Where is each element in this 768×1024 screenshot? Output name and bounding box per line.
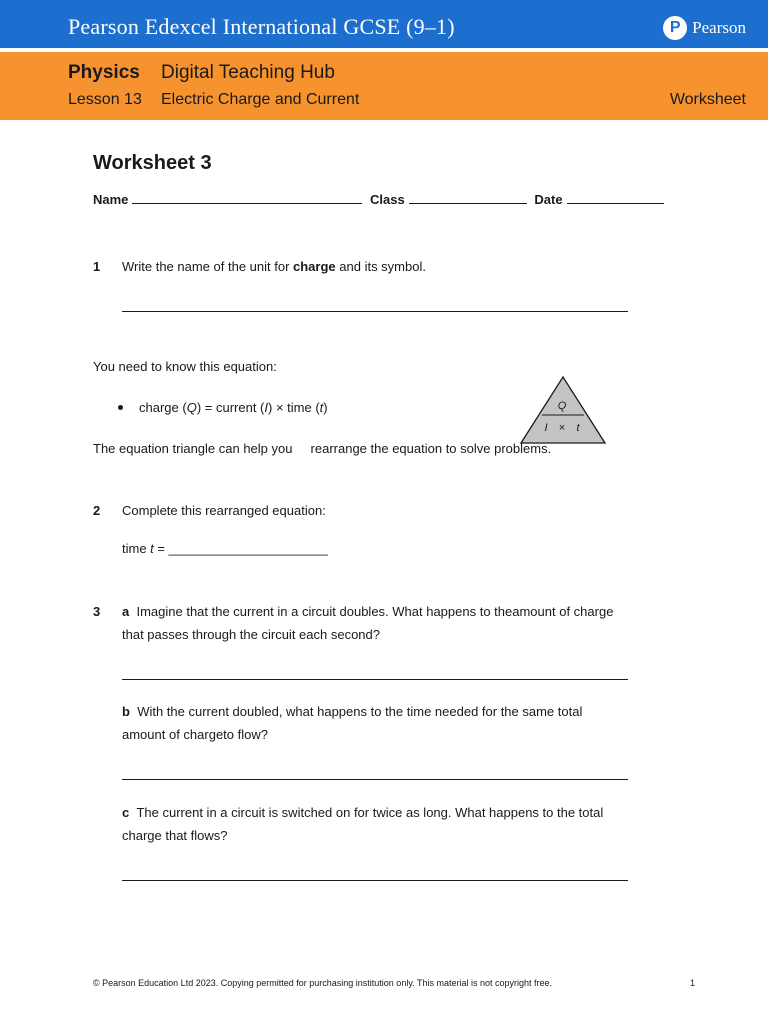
q2-answer-blank[interactable]: = ______________________ — [153, 541, 328, 556]
worksheet-title: Worksheet 3 — [93, 152, 212, 174]
question-3c-text — [122, 801, 603, 847]
q1-text-part: Write the name of the unit for — [122, 259, 294, 274]
question-2-number: 2 — [93, 503, 101, 518]
subject-label: Physics — [68, 62, 140, 83]
q3b-label: b — [122, 704, 130, 719]
student-details-row — [93, 191, 668, 207]
q1-bold-term: charge — [293, 259, 336, 274]
equation-bullet — [139, 396, 328, 419]
lesson-title: Electric Charge and Current — [161, 91, 360, 108]
pearson-brand-name: Pearson — [692, 18, 746, 37]
eq-part: ) — [323, 400, 328, 415]
date-label: Date — [534, 192, 563, 207]
triangle-t: t — [576, 422, 580, 434]
q2-var-t: t — [150, 541, 154, 556]
pearson-brand — [663, 16, 746, 40]
question-2-text: Complete this rearranged equation: — [122, 503, 326, 518]
top-header-bar — [0, 0, 768, 48]
name-label: Name — [93, 192, 129, 207]
eq-part: charge ( — [139, 400, 187, 415]
eq-part: ) × time ( — [268, 400, 320, 415]
q3a-line-1: Imagine that the current in a circuit doubles. What happens to theamount of charge — [136, 604, 614, 619]
eq-var-i: I — [264, 400, 268, 415]
triangle-i: I — [544, 422, 548, 434]
q3b-line-2: amount of chargeto flow? — [122, 727, 268, 742]
question-1-answer-line[interactable] — [122, 311, 628, 312]
question-3a-answer-line[interactable] — [122, 679, 628, 680]
triangle-note: The equation triangle can help you rearrange the equation to solve problems. — [93, 441, 552, 456]
equation-triangle-icon — [519, 375, 607, 445]
eq-var-q: Q — [186, 400, 197, 415]
q3a-line-2: that passes through the circuit each second? — [122, 627, 380, 642]
class-label: Class — [370, 192, 405, 207]
equation-intro: You need to know this equation: — [93, 359, 277, 374]
question-3a-text — [122, 600, 613, 646]
qualification-title: Pearson Edexcel International GCSE (9–1) — [68, 14, 455, 39]
document-type: Worksheet — [669, 91, 746, 108]
q3c-line-2: charge that flows? — [122, 828, 228, 843]
question-3b-answer-line[interactable] — [122, 779, 628, 780]
page-number: 1 — [690, 978, 696, 988]
eq-part: ) = current ( — [196, 400, 265, 415]
class-field[interactable] — [409, 191, 527, 204]
footer-copyright: © Pearson Education Ltd 2023. Copying permitted for purchasing institution only. This material is not copyright free. — [93, 978, 553, 988]
q1-text-part-end: and its symbol. — [335, 259, 426, 274]
q3c-line-1: The current in a circuit is switched on for twice as long. What happens to the total — [136, 805, 604, 820]
name-field[interactable] — [132, 191, 362, 204]
bullet-icon — [118, 405, 123, 410]
question-3-number: 3 — [93, 604, 101, 619]
date-field[interactable] — [567, 191, 664, 204]
q3b-line-1: With the current doubled, what happens to the time needed for the same total — [137, 704, 583, 719]
question-2-answer-prompt[interactable] — [122, 537, 328, 560]
q3c-label: c — [122, 805, 130, 820]
lesson-number: Lesson 13 — [68, 91, 142, 108]
question-3c-answer-line[interactable] — [122, 880, 628, 881]
triangle-q: Q — [557, 400, 567, 412]
hub-label: Digital Teaching Hub — [161, 62, 335, 83]
pearson-logo-icon: P — [663, 16, 687, 40]
question-1-text — [122, 255, 426, 278]
q2-prompt-part: time — [122, 541, 151, 556]
question-1-number: 1 — [93, 259, 101, 274]
eq-var-t: t — [319, 400, 324, 415]
question-3b-text — [122, 700, 582, 746]
triangle-times: × — [558, 422, 566, 434]
q3a-label: a — [122, 604, 130, 619]
